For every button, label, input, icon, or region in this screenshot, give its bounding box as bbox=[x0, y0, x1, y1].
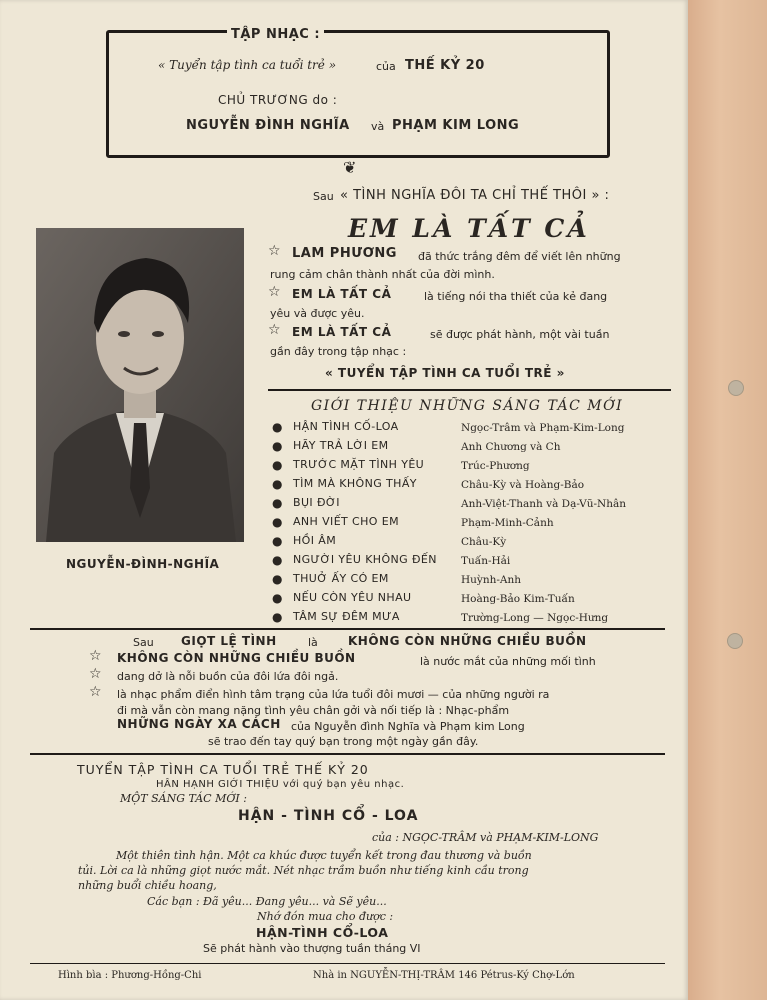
feature-p1-text-a: đã thức trắng đêm để viết lên những bbox=[418, 250, 621, 263]
bullet-icon: ● bbox=[272, 439, 283, 453]
bottom-credit: của : NGỌC-TRÂM và PHẠM-KIM-LONG bbox=[372, 831, 599, 844]
middle-s3-text-a: là nhạc phẩm điển hình tâm trạng của lứa tuổi đôi mươi — của những người ra bbox=[117, 688, 550, 701]
divider-rule bbox=[30, 753, 665, 755]
star-icon: ☆ bbox=[89, 666, 102, 682]
song-title: HỒI ÂM bbox=[293, 534, 337, 547]
feature-after-prefix: Sau bbox=[313, 190, 334, 203]
feature-p1-text-b: rung cảm chân thành nhất của đời mình. bbox=[270, 268, 495, 281]
song-author: Châu-Kỳ và Hoàng-Bảo bbox=[461, 479, 585, 491]
bottom-line1: TUYỂN TẬP TÌNH CA TUỔI TRẺ THẾ KỶ 20 bbox=[77, 762, 369, 777]
song-author: Tuấn-Hải bbox=[461, 555, 511, 567]
song-author: Phạm-Minh-Cảnh bbox=[461, 517, 554, 529]
song-title: ANH VIẾT CHO EM bbox=[293, 515, 400, 528]
middle-s1-text: là nước mắt của những mối tình bbox=[420, 655, 596, 668]
feature-p3-collection: « TUYỂN TẬP TÌNH CA TUỔI TRẺ » bbox=[325, 366, 565, 380]
song-author: Huỳnh-Anh bbox=[461, 574, 522, 586]
bullet-icon: ● bbox=[272, 477, 283, 491]
punch-hole-top bbox=[728, 380, 744, 396]
star-icon: ☆ bbox=[89, 648, 102, 664]
middle-s1-lead: KHÔNG CÒN NHỮNG CHIỀU BUỒN bbox=[117, 651, 356, 665]
middle-song-a: GIỌT LỆ TÌNH bbox=[181, 634, 277, 648]
song-author: Trường-Long — Ngọc-Hưng bbox=[461, 612, 609, 624]
bullet-icon: ● bbox=[272, 515, 283, 529]
star-icon: ☆ bbox=[268, 322, 281, 338]
bullet-icon: ● bbox=[272, 572, 283, 586]
song-title: HÃY TRẢ LỜI EM bbox=[293, 439, 389, 452]
feature-p3-text-a: sẽ được phát hành, một vài tuần bbox=[430, 328, 610, 341]
bottom-desc-2: tủi. Lời ca là những giọt nước mắt. Nét nhạc trầm buồn như tiếng kinh cầu trong bbox=[78, 864, 529, 877]
feature-p2-lead: EM LÀ TẤT CẢ bbox=[292, 287, 392, 301]
bullet-icon: ● bbox=[272, 553, 283, 567]
portrait-photo bbox=[36, 228, 244, 542]
feature-p1-lead: LAM PHƯƠNG bbox=[292, 246, 397, 261]
middle-s2-text: dang dở là nỗi buồn của đôi lứa đôi ngả. bbox=[117, 670, 339, 683]
song-title: THUỞ ẤY CÓ EM bbox=[293, 572, 389, 585]
song-title: TRƯỚC MẶT TÌNH YÊU bbox=[293, 458, 425, 471]
feature-p2-text-a: là tiếng nói tha thiết của kẻ đang bbox=[424, 290, 608, 303]
bullet-icon: ● bbox=[272, 458, 283, 472]
song-author: Anh-Việt-Thanh và Dạ-Vũ-Nhân bbox=[461, 498, 627, 510]
bullet-icon: ● bbox=[272, 496, 283, 510]
song-title: BỤI ĐỜI bbox=[293, 496, 340, 509]
song-title: NGƯỜI YÊU KHÔNG ĐẾN bbox=[293, 553, 437, 566]
bullet-icon: ● bbox=[272, 534, 283, 548]
header-title: TẬP NHẠC : bbox=[227, 27, 324, 42]
middle-song-b: KHÔNG CÒN NHỮNG CHIỀU BUỒN bbox=[348, 634, 587, 648]
song-author: Châu-Kỳ bbox=[461, 536, 507, 548]
header-editor-1: NGUYỄN ĐÌNH NGHĨA bbox=[186, 118, 350, 133]
bottom-desc-3: những buổi chiều hoang, bbox=[78, 879, 217, 892]
bottom-song-title-2: HẬN-TÌNH CỔ-LOA bbox=[256, 925, 389, 940]
middle-s3-text-b: đi mà vẫn còn mang nặng tình yêu chân gởi và nối tiếp là : Nhạc-phẩm bbox=[117, 704, 510, 717]
feature-after-title: « TÌNH NGHĨA ĐÔI TA CHỈ THẾ THÔI » : bbox=[340, 188, 610, 203]
middle-sau: Sau bbox=[133, 636, 154, 649]
header-of: của bbox=[376, 60, 396, 73]
header-and: và bbox=[371, 120, 385, 133]
feature-p3-text-b: gần đây trong tập nhạc : bbox=[270, 345, 407, 358]
bottom-line2: HÂN HẠNH GIỚI THIỆU với quý bạn yêu nhạc. bbox=[156, 779, 405, 790]
song-author: Ngọc-Trâm và Phạm-Kim-Long bbox=[461, 422, 625, 434]
bullet-icon: ● bbox=[272, 420, 283, 434]
middle-s3-text-c: của Nguyễn đình Nghĩa và Phạm kim Long bbox=[291, 720, 525, 733]
header-box bbox=[106, 30, 610, 158]
song-title: NẾU CÒN YÊU NHAU bbox=[293, 591, 412, 604]
feature-p2-text-b: yêu và được yêu. bbox=[270, 307, 365, 320]
photo-caption: NGUYỄN-ĐÌNH-NGHĨA bbox=[66, 557, 220, 571]
bullet-icon: ● bbox=[272, 610, 283, 624]
header-editor-2: PHẠM KIM LONG bbox=[392, 118, 520, 133]
song-author: Hoàng-Bảo Kim-Tuấn bbox=[461, 593, 575, 605]
portrait-image bbox=[36, 228, 244, 542]
star-icon: ☆ bbox=[268, 243, 281, 259]
song-title: TÌM MÀ KHÔNG THẤY bbox=[293, 477, 417, 490]
bottom-desc-5: Nhớ đón mua cho được : bbox=[257, 910, 394, 923]
divider-rule bbox=[268, 389, 671, 391]
song-author: Anh Chương và Ch bbox=[461, 441, 561, 453]
feature-p3-lead: EM LÀ TẤT CẢ bbox=[292, 325, 392, 339]
star-icon: ☆ bbox=[89, 684, 102, 700]
bottom-desc-4: Các bạn : Đã yêu... Đang yêu... và Sẽ yêu... bbox=[147, 895, 387, 908]
footer-printer: Nhà in NGUYỄN-THỊ-TRÂM 146 Pétrus-Ký Chợ-Lớn bbox=[313, 970, 575, 981]
bottom-desc-1: Một thiên tình hận. Một ca khúc được tuyển kết trong đau thương và buồn bbox=[116, 849, 532, 862]
punch-hole-bottom bbox=[727, 633, 743, 649]
ornament-icon: ❦ bbox=[343, 158, 357, 177]
page-edge bbox=[688, 0, 767, 1000]
bottom-line3: MỘT SÁNG TÁC MỚI : bbox=[120, 792, 247, 805]
star-icon: ☆ bbox=[268, 284, 281, 300]
middle-s3-lead: NHỮNG NGÀY XA CÁCH bbox=[117, 717, 281, 731]
header-editors-label: CHỦ TRƯƠNG do : bbox=[218, 93, 338, 107]
song-title: TÂM SỰ ĐÊM MƯA bbox=[293, 610, 400, 623]
footer-rule bbox=[30, 963, 665, 964]
header-collection: « Tuyển tập tình ca tuổi trẻ » bbox=[158, 58, 337, 72]
bottom-release: Sẽ phát hành vào thượng tuần tháng VI bbox=[203, 942, 421, 955]
new-works-heading: GIỚI THIỆU NHỮNG SÁNG TÁC MỚI bbox=[311, 398, 624, 414]
bottom-song-title: HẬN - TÌNH CỔ - LOA bbox=[238, 808, 419, 824]
song-title: HẬN TÌNH CỐ-LOA bbox=[293, 420, 399, 433]
footer-cover: Hình bìa : Phương-Hồng-Chi bbox=[58, 970, 202, 981]
divider-rule bbox=[30, 628, 665, 630]
header-century: THẾ KỶ 20 bbox=[405, 58, 485, 73]
middle-s3-text-d: sẽ trao đến tay quý bạn trong một ngày gần đây. bbox=[208, 735, 479, 748]
song-author: Trúc-Phương bbox=[461, 460, 530, 472]
feature-headline: EM LÀ TẤT CẢ bbox=[348, 214, 590, 243]
bullet-icon: ● bbox=[272, 591, 283, 605]
middle-la: là bbox=[308, 636, 318, 649]
